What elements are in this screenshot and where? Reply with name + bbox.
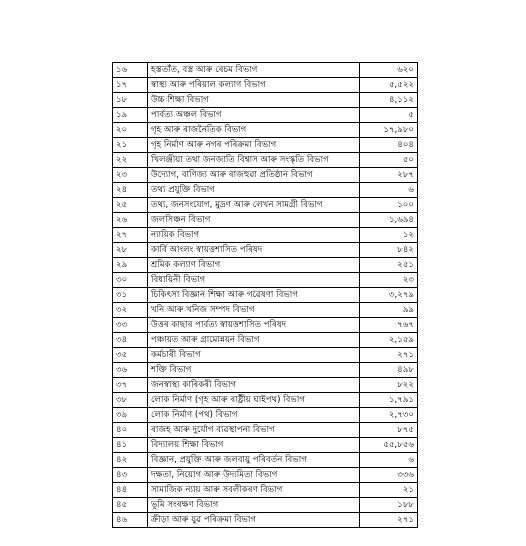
serial-number-cell: ৩৫ xyxy=(113,348,148,363)
count-cell: ৯৯ xyxy=(360,303,418,318)
department-name-cell: তথ্য, জনসংযোগ, মুদ্ৰণ আৰু লেখন সামগ্ৰী বিভাগ xyxy=(148,198,360,213)
table-row xyxy=(113,513,418,528)
table-row xyxy=(113,348,418,363)
department-name-cell: বিজ্ঞান, প্ৰযুক্তি আৰু জলবায়ু পৰিবৰ্তন বিভাগ xyxy=(148,453,360,468)
department-name-cell: পঞ্চায়ত আৰু গ্ৰামোন্নয়ন বিভাগ xyxy=(148,333,360,348)
count-cell: ৮৪২ xyxy=(360,243,418,258)
serial-number-cell: ৪০ xyxy=(113,423,148,438)
table-row xyxy=(113,393,418,408)
department-name-cell: জলসিঞ্চন বিভাগ xyxy=(148,213,360,228)
count-cell: ৫,৫২২ xyxy=(360,78,418,93)
table-row xyxy=(113,303,418,318)
department-name-cell: শক্তি বিভাগ xyxy=(148,363,360,378)
count-cell: ৬ xyxy=(360,453,418,468)
count-cell: ১,৬৯৪ xyxy=(360,213,418,228)
table-row xyxy=(113,273,418,288)
serial-number-cell: ৩১ xyxy=(113,288,148,303)
table-row xyxy=(113,213,418,228)
count-cell: ২১ xyxy=(360,483,418,498)
department-name-cell: গৃহ আৰু ৰাজনৈতিক বিভাগ xyxy=(148,123,360,138)
department-name-cell: দক্ষতা, নিয়োগ আৰু উদ্যমিতা বিভাগ xyxy=(148,468,360,483)
count-cell: ২৭১ xyxy=(360,348,418,363)
serial-number-cell: ১৮ xyxy=(113,93,148,108)
serial-number-cell: ৪৬ xyxy=(113,513,148,528)
count-cell: ৫ xyxy=(360,108,418,123)
serial-number-cell: ২৯ xyxy=(113,258,148,273)
department-name-cell: গৃহ নিৰ্মাণ আৰু নগৰ পৰিক্ৰমা বিভাগ xyxy=(148,138,360,153)
department-name-cell: স্বাস্থ্য আৰু পৰিয়াল কল্যাণ বিভাগ xyxy=(148,78,360,93)
table-row xyxy=(113,243,418,258)
table-row xyxy=(113,93,418,108)
serial-number-cell: ১৬ xyxy=(113,63,148,78)
department-name-cell: জনস্বাস্থ্য কাৰিকৰী বিভাগ xyxy=(148,378,360,393)
serial-number-cell: ২২ xyxy=(113,153,148,168)
department-name-cell: সামাজিক ন্যায় আৰু সবলীকৰণ বিভাগ xyxy=(148,483,360,498)
serial-number-cell: ৩৭ xyxy=(113,378,148,393)
count-cell: ২৩ xyxy=(360,273,418,288)
count-cell: ২,৭৩০ xyxy=(360,408,418,423)
department-name-cell: লোক নিৰ্মাণ (গৃহ আৰু ৰাষ্ট্ৰীয় ঘাইপথ) বিভাগ xyxy=(148,393,360,408)
serial-number-cell: ২৩ xyxy=(113,168,148,183)
table-row xyxy=(113,78,418,93)
department-name-cell: ন্যায়িক বিভাগ xyxy=(148,228,360,243)
serial-number-cell: ৪২ xyxy=(113,453,148,468)
table-row xyxy=(113,423,418,438)
table-row xyxy=(113,333,418,348)
serial-number-cell: ১৭ xyxy=(113,78,148,93)
table-row xyxy=(113,138,418,153)
department-name-cell: পাৰ্বত্য অঞ্চল বিভাগ xyxy=(148,108,360,123)
count-cell: ১৮৮ xyxy=(360,498,418,513)
count-cell: ১৭,৯৮০ xyxy=(360,123,418,138)
serial-number-cell: ৩৯ xyxy=(113,408,148,423)
count-cell: ৪৯৮ xyxy=(360,363,418,378)
table-row xyxy=(113,408,418,423)
table-row xyxy=(113,153,418,168)
table-row xyxy=(113,63,418,78)
count-cell: ১,৭৯১ xyxy=(360,393,418,408)
table-row xyxy=(113,258,418,273)
serial-number-cell: ৩২ xyxy=(113,303,148,318)
count-cell: ২৮৭ xyxy=(360,168,418,183)
count-cell: ১০০ xyxy=(360,198,418,213)
department-name-cell: শ্ৰমিক কল্যাণ বিভাগ xyxy=(148,258,360,273)
count-cell: ৫৫,৮৫৬ xyxy=(360,438,418,453)
count-cell: ২,১৫৯ xyxy=(360,333,418,348)
department-name-cell: খিলঞ্জীয়া তথা জনজাতি বিশ্বাস আৰু সংস্কৃতি বিভাগ xyxy=(148,153,360,168)
count-cell: ৪০৪ xyxy=(360,138,418,153)
department-name-cell: কাৰ্বি আংলং স্বায়ত্তশাসিত পৰিষদ xyxy=(148,243,360,258)
table-row xyxy=(113,288,418,303)
department-table-body xyxy=(113,63,418,528)
serial-number-cell: ২৫ xyxy=(113,198,148,213)
serial-number-cell: ২৭ xyxy=(113,228,148,243)
serial-number-cell: ২০ xyxy=(113,123,148,138)
count-cell: ৮২২ xyxy=(360,378,418,393)
count-cell: ২৫১ xyxy=(360,258,418,273)
serial-number-cell: ৪৩ xyxy=(113,468,148,483)
serial-number-cell: ৪১ xyxy=(113,438,148,453)
table-row xyxy=(113,378,418,393)
serial-number-cell: ৪৪ xyxy=(113,483,148,498)
serial-number-cell: ৩৪ xyxy=(113,333,148,348)
serial-number-cell: ৩০ xyxy=(113,273,148,288)
table-row xyxy=(113,183,418,198)
table-row xyxy=(113,363,418,378)
department-name-cell: ৰাজহ আৰু দুৰ্যোগ ব্যৱস্থাপনা বিভাগ xyxy=(148,423,360,438)
count-cell: ১২ xyxy=(360,228,418,243)
table-row xyxy=(113,228,418,243)
department-name-cell: চিকিৎসা বিজ্ঞান শিক্ষা আৰু গৱেষণা বিভাগ xyxy=(148,288,360,303)
department-name-cell: উদ্যোগ, বাণিজ্য আৰু ৰাজহুৱা প্ৰতিষ্ঠান বিভাগ xyxy=(148,168,360,183)
count-cell: ৬ xyxy=(360,183,418,198)
department-name-cell: কৰ্মচাৰী বিভাগ xyxy=(148,348,360,363)
table-row xyxy=(113,123,418,138)
table-row xyxy=(113,498,418,513)
table-row xyxy=(113,168,418,183)
count-cell: ৬২০ xyxy=(360,63,418,78)
serial-number-cell: ৩৮ xyxy=(113,393,148,408)
table-row xyxy=(113,483,418,498)
serial-number-cell: ৩৩ xyxy=(113,318,148,333)
serial-number-cell: ৩৬ xyxy=(113,363,148,378)
department-name-cell: বিধায়িনী বিভাগ xyxy=(148,273,360,288)
table-row xyxy=(113,438,418,453)
serial-number-cell: ২১ xyxy=(113,138,148,153)
count-cell: ৮৭৫ xyxy=(360,423,418,438)
table-row xyxy=(113,108,418,123)
count-cell: ৩৩৬ xyxy=(360,468,418,483)
department-name-cell: ক্ৰীড়া আৰু যুৱ পৰিক্ৰমা বিভাগ xyxy=(148,513,360,528)
department-name-cell: বিদ্যালয় শিক্ষা বিভাগ xyxy=(148,438,360,453)
table-row xyxy=(113,453,418,468)
table-row xyxy=(113,198,418,213)
count-cell: ৫০ xyxy=(360,153,418,168)
department-name-cell: উচ্চ শিক্ষা বিভাগ xyxy=(148,93,360,108)
department-name-cell: তথ্য প্ৰযুক্তি বিভাগ xyxy=(148,183,360,198)
department-table xyxy=(112,62,418,528)
department-name-cell: উত্তৰ কাছাৰ পাৰ্বত্য স্বায়ত্তশাসিত পৰিষদ xyxy=(148,318,360,333)
count-cell: ৪,১১২ xyxy=(360,93,418,108)
count-cell: ৩,২৭৯ xyxy=(360,288,418,303)
serial-number-cell: ৪৫ xyxy=(113,498,148,513)
department-name-cell: ভূমি সংৰক্ষণ বিভাগ xyxy=(148,498,360,513)
serial-number-cell: ২৬ xyxy=(113,213,148,228)
department-name-cell: লোক নিৰ্মাণ (পথ) বিভাগ xyxy=(148,408,360,423)
count-cell: ৭৬৭ xyxy=(360,318,418,333)
table-row xyxy=(113,468,418,483)
serial-number-cell: ১৯ xyxy=(113,108,148,123)
table-row xyxy=(113,318,418,333)
department-name-cell: খনি আৰু খনিজ সম্পদ বিভাগ xyxy=(148,303,360,318)
department-name-cell: হস্ততাঁত, বস্ত্র আৰু ৰেচম বিভাগ xyxy=(148,63,360,78)
serial-number-cell: ২৮ xyxy=(113,243,148,258)
count-cell: ২৭১ xyxy=(360,513,418,528)
serial-number-cell: ২৪ xyxy=(113,183,148,198)
